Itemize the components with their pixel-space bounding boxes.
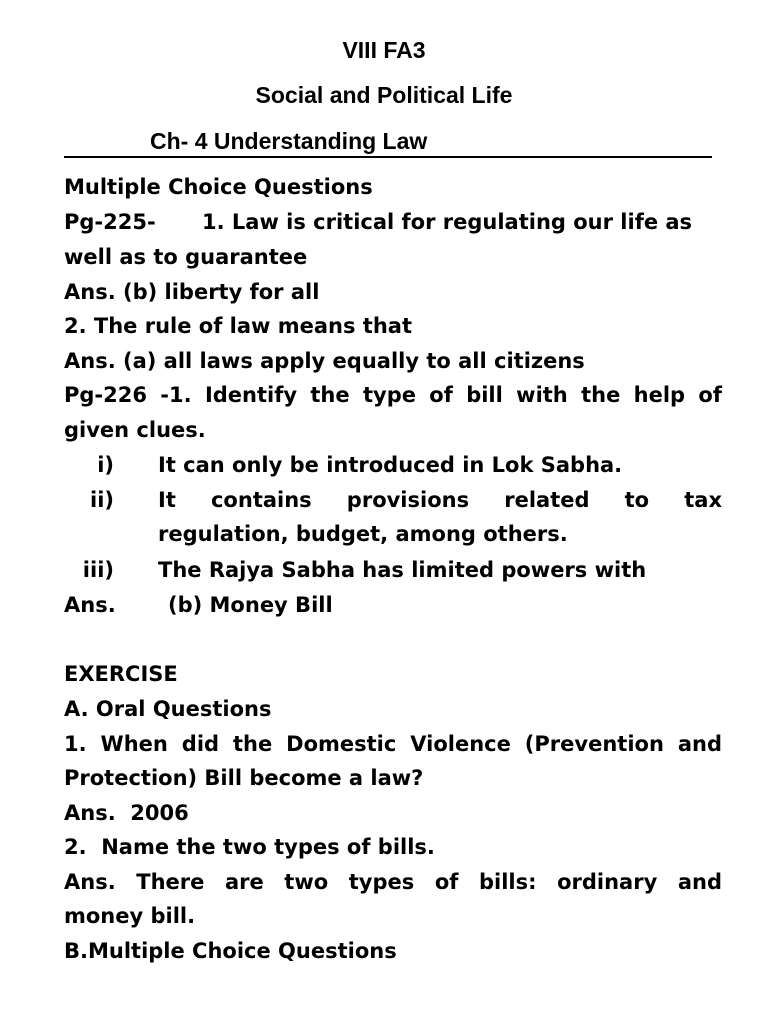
subject-title: Social and Political Life [255, 82, 513, 108]
mcq-q1-text: 1. Law is critical for regulating our life as [202, 210, 693, 234]
mcq-answer-2: Ans. (a) all laws apply equally to all citizens [64, 349, 585, 373]
pg226-answer [64, 591, 722, 619]
oral-answer-2-line2: money bill. [64, 904, 196, 928]
pg226-question-line1: Pg-226 -1. Identify the type of bill with the help of [64, 383, 722, 407]
chapter-title: Ch- 4 Understanding Law [150, 128, 428, 154]
clue-number: iii) [82, 558, 114, 582]
mcq-heading: Multiple Choice Questions [64, 175, 373, 199]
clue-text: It contains provisions related to tax [158, 488, 722, 512]
clue-number: i) [97, 453, 114, 477]
clue-text: The Rajya Sabha has limited powers with [158, 558, 647, 582]
mcq-question-2: 2. The rule of law means that [64, 314, 412, 338]
mcq-q1-line2: well as to guarantee [64, 245, 308, 269]
section-b-heading: B.Multiple Choice Questions [64, 939, 397, 963]
page-ref-225: Pg-225- [64, 210, 156, 234]
oral-q1-line2: Protection) Bill become a law? [64, 766, 424, 790]
section-a-heading: A. Oral Questions [64, 697, 272, 721]
clue-text-continued: regulation, budget, among others. [158, 522, 568, 546]
oral-answer-2-line1: Ans. There are two types of bills: ordinary and [64, 870, 722, 894]
exercise-heading: EXERCISE [64, 662, 178, 686]
pg226-question-line2: given clues. [64, 418, 206, 442]
class-title: VIII FA3 [342, 37, 426, 63]
answer-label: Ans. [64, 593, 116, 617]
chapter-title-underlined [64, 126, 712, 158]
mcq-answer-1: Ans. (b) liberty for all [64, 280, 320, 304]
oral-question-2: 2. Name the two types of bills. [64, 835, 435, 859]
answer-text: (b) Money Bill [168, 593, 333, 617]
clue-text: It can only be introduced in Lok Sabha. [158, 453, 623, 477]
oral-q1-line1: 1. When did the Domestic Violence (Prevention and [64, 732, 722, 756]
clue-number: ii) [90, 488, 114, 512]
mcq-q1-line1 [64, 208, 722, 236]
oral-answer-1: Ans. 2006 [64, 801, 189, 825]
